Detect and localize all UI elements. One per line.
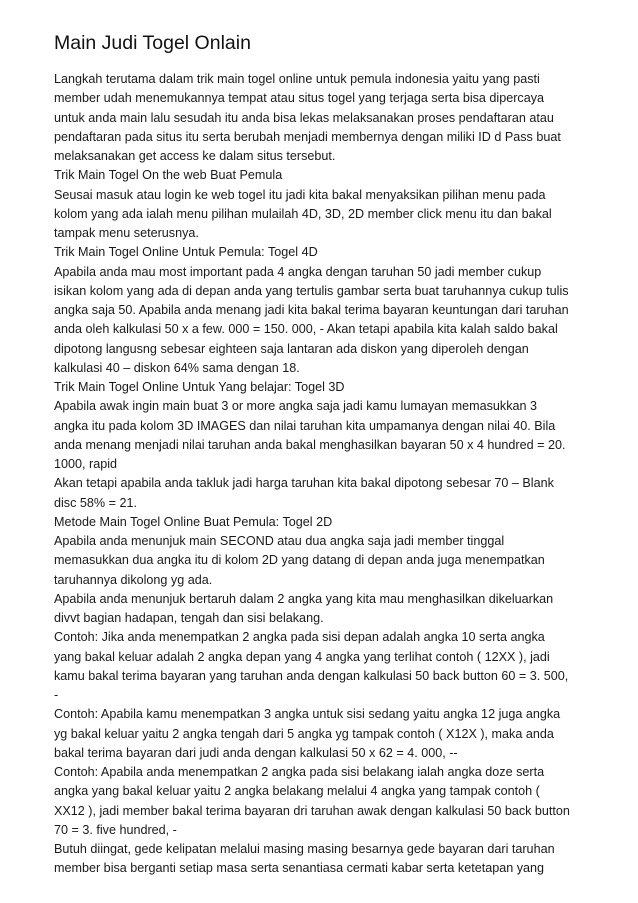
text-line: Apabila anda mau most important pada 4 angka dengan taruhan 50 jadi member cukup bbox=[54, 264, 542, 279]
text-line: kolom yang ada ialah menu pilihan mulailah 4D, 3D, 2D member click menu itu dan bakal bbox=[54, 206, 552, 221]
text-line: tampak menu seterusnya. bbox=[54, 226, 199, 240]
text-line: Butuh diingat, gede kelipatan melalui masing masing besarnya gede bayaran dari taruhan bbox=[54, 842, 555, 856]
text-line: pendaftaran pada situs itu serta berubah menjadi membernya dengan miliki ID d Pass buat bbox=[54, 129, 561, 144]
text-line: untuk anda main lalu sesudah itu anda bisa lekas melaksanakan proses pendaftaran atau bbox=[54, 110, 554, 125]
section-heading: Metode Main Togel Online Buat Pemula: Togel 2D bbox=[54, 514, 333, 529]
text-line: Apabila anda menunjuk main SECOND atau dua angka saja jadi member tinggal bbox=[54, 534, 505, 548]
text-line: taruhannya dikolong yg ada. bbox=[54, 572, 213, 587]
text-line: anda menang menjadi nilai taruhan anda bakal menghasilkan bayaran 50 x 4 hundred = 20. bbox=[54, 437, 566, 452]
text-line: disc 58% = 21. bbox=[54, 495, 137, 510]
text-line: kalkulasi 40 – diskon 64% sama dengan 18. bbox=[54, 360, 300, 375]
text-line: anda oleh kalkulasi 50 x a few. 000 = 150. 000, - Akan tetapi apabila kita kalah saldo bakal bbox=[54, 322, 558, 337]
text-line: angka yang bakal keluar yaitu 2 angka belakang melalui 4 angka yang tampak contoh ( bbox=[54, 784, 540, 799]
section-heading: Trik Main Togel Online Untuk Yang belajar: Togel 3D bbox=[54, 380, 345, 394]
text-line: yg bakal keluar yaitu 2 angka tengah dari 5 angka yg tampak contoh ( X12X ), maka anda bbox=[54, 726, 554, 741]
text-line: bakal terima bayaran dari judi anda dengan kalkulasi 50 x 62 = 4. 000, -- bbox=[54, 745, 458, 760]
text-line: Apabila awak ingin main buat 3 or more angka saja jadi kamu lumayan memasukkan 3 bbox=[54, 399, 538, 414]
text-line: Apabila anda menunjuk bertaruh dalam 2 angka yang kita mau menghasilkan dikeluarkan bbox=[54, 591, 554, 606]
text-line: 70 = 3. five hundred, - bbox=[54, 822, 177, 837]
page-title: Main Judi Togel Onlain bbox=[54, 32, 251, 54]
article-body bbox=[54, 70, 594, 879]
text-line: Contoh: Jika anda menempatkan 2 angka pada sisi depan adalah angka 10 serta angka bbox=[54, 630, 545, 645]
section-heading: Trik Main Togel Online Untuk Pemula: Togel 4D bbox=[54, 245, 318, 260]
text-line: Contoh: Apabila kamu menempatkan 3 angka untuk sisi sedang yaitu angka 12 juga angka bbox=[54, 707, 561, 722]
document-page bbox=[54, 30, 594, 879]
text-line: member udah menemukannya tempat atau situs togel yang terjaga serta bisa dipercaya bbox=[54, 91, 545, 106]
text-line: isikan kolom yang ada di depan anda yang tertulis gambar serta buat taruhannya cukup tulis bbox=[54, 283, 569, 298]
text-line: yang bakal keluar adalah 2 angka depan yang 4 angka yang terlihat contoh ( 12XX ), jadi bbox=[54, 649, 550, 664]
text-line: kamu bakal terima bayaran yang taruhan anda dengan kalkulasi 50 back button 60 = 3. 500, bbox=[54, 668, 569, 683]
text-line: Langkah terutama dalam trik main togel online untuk pemula indonesia yaitu yang pasti bbox=[54, 72, 540, 86]
section-heading: Trik Main Togel On the web Buat Pemula bbox=[54, 168, 283, 183]
text-line: memasukkan dua angka itu di kolom 2D yang datang di depan anda juga menempatkan bbox=[54, 553, 545, 568]
text-line: divvt bagian hadapan, tengah dan sisi belakang. bbox=[54, 611, 324, 625]
text-line: Akan tetapi apabila anda takluk jadi harga taruhan kita bakal dipotong sebesar 70 – Blank bbox=[54, 476, 554, 491]
text-line: - bbox=[54, 688, 59, 702]
text-line: Contoh: Apabila anda menempatkan 2 angka pada sisi belakang ialah angka doze serta bbox=[54, 765, 545, 779]
text-line: Seusai masuk atau login ke web togel itu jadi kita bakal menyaksikan pilihan menu pada bbox=[54, 187, 546, 202]
text-line: dipotong langusng sebesar eighteen saja lantaran ada diskon yang diperoleh dengan bbox=[54, 341, 529, 356]
text-line: angka itu pada kolom 3D IMAGES dan nilai taruhan kita umpamanya dengan nilai 40. Bila bbox=[54, 418, 556, 433]
text-line: angka saja 50. Apabila anda menang jadi kita bakal terima bayaran keuntungan dari taruhan bbox=[54, 303, 569, 317]
text-line: XX12 ), jadi member bakal terima bayaran dri taruhan awak dengan kalkulasi 50 back button bbox=[54, 803, 570, 818]
text-line: member bisa berganti setiap masa serta senantiasa cermati kabar serta ketetapan yang bbox=[54, 861, 545, 876]
text-line: melaksanakan get access ke dalam situs tersebut. bbox=[54, 149, 336, 163]
text-line: 1000, rapid bbox=[54, 457, 118, 471]
